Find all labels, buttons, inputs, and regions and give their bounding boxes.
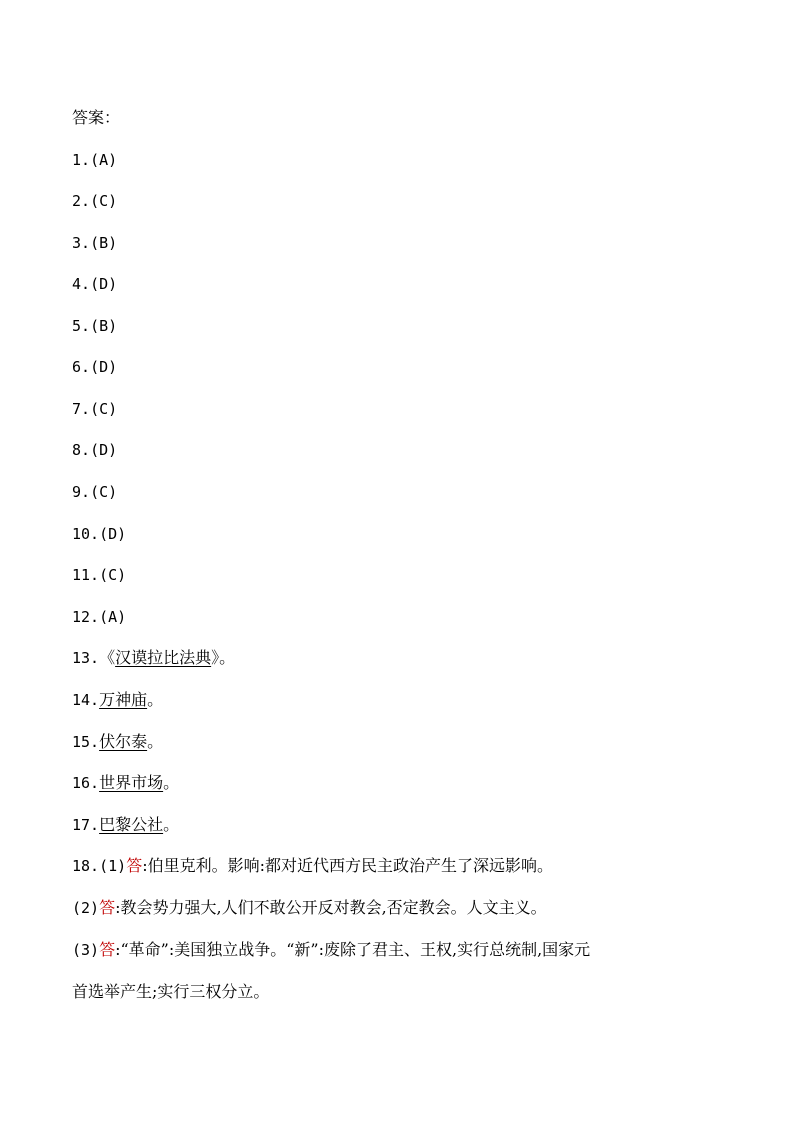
- question-number: 13.: [72, 649, 100, 667]
- q18-part2: [72, 898, 547, 918]
- question-number: 11.: [72, 566, 100, 584]
- question-number: 5.: [72, 317, 91, 335]
- close-punct: 》。: [211, 648, 236, 667]
- close-punct: 。: [163, 773, 180, 792]
- underlined-answer: 世界市场: [99, 773, 164, 792]
- question-number: 16.: [72, 774, 100, 792]
- q18-part3: [72, 940, 590, 960]
- choice: (B): [90, 317, 118, 335]
- answer-text: :“革命”:美国独立战争。“新”:废除了君主、王权,实行总统制,国家元: [115, 940, 591, 959]
- mc-answer-9: [72, 482, 117, 502]
- choice: (A): [90, 151, 118, 169]
- answer-text: :伯里克利。影响:都对近代西方民主政治产生了深远影响。: [142, 856, 553, 875]
- fill-answer-15: [72, 732, 163, 752]
- mc-answer-5: [72, 316, 117, 336]
- answer-word: 答: [99, 898, 116, 917]
- question-number: 6.: [72, 358, 91, 376]
- underlined-answer: 汉谟拉比法典: [115, 648, 212, 667]
- q18-part3-continued: 首选举产生;实行三权分立。: [72, 982, 270, 1001]
- mc-answer-10: [72, 524, 126, 544]
- fill-answer-13: [72, 648, 235, 668]
- q18-part1: [72, 856, 553, 876]
- underlined-answer: 巴黎公社: [99, 815, 164, 834]
- fill-answer-17: [72, 815, 179, 835]
- choice: (D): [90, 441, 118, 459]
- choice: (D): [90, 275, 118, 293]
- underlined-answer: 伏尔泰: [99, 732, 148, 751]
- mc-answer-11: [72, 565, 126, 585]
- close-punct: 。: [163, 815, 180, 834]
- mc-answer-8: [72, 440, 117, 460]
- choice: (C): [90, 400, 118, 418]
- question-number: 4.: [72, 275, 91, 293]
- answer-word: 答: [126, 856, 143, 875]
- mc-answer-6: [72, 357, 117, 377]
- choice: (A): [99, 608, 127, 626]
- mc-answer-4: [72, 274, 117, 294]
- question-number: 18.: [72, 857, 100, 875]
- mc-answer-7: [72, 399, 117, 419]
- choice: (D): [90, 358, 118, 376]
- part-label: (3): [72, 941, 100, 959]
- answer-text: :教会势力强大,人们不敢公开反对教会,否定教会。人文主义。: [115, 898, 547, 917]
- answers-heading: 答案：: [72, 108, 121, 127]
- choice: (C): [99, 566, 127, 584]
- part-label: (1): [99, 857, 127, 875]
- close-punct: 。: [147, 732, 164, 751]
- mc-answer-2: [72, 191, 117, 211]
- choice: (C): [90, 192, 118, 210]
- choice: (D): [99, 525, 127, 543]
- mc-answer-12: [72, 607, 126, 627]
- question-number: 10.: [72, 525, 100, 543]
- question-number: 7.: [72, 400, 91, 418]
- fill-answer-16: [72, 773, 179, 793]
- question-number: 3.: [72, 234, 91, 252]
- mc-answer-1: [72, 150, 117, 170]
- underlined-answer: 万神庙: [99, 690, 148, 709]
- question-number: 9.: [72, 483, 91, 501]
- mc-answer-3: [72, 233, 117, 253]
- choice: (C): [90, 483, 118, 501]
- question-number: 14.: [72, 691, 100, 709]
- choice: (B): [90, 234, 118, 252]
- close-punct: 。: [147, 690, 164, 709]
- part-label: (2): [72, 899, 100, 917]
- answer-word: 答: [99, 940, 116, 959]
- question-number: 2.: [72, 192, 91, 210]
- question-number: 1.: [72, 151, 91, 169]
- question-number: 17.: [72, 816, 100, 834]
- question-number: 15.: [72, 733, 100, 751]
- question-number: 12.: [72, 608, 100, 626]
- open-bracket: 《: [99, 648, 116, 667]
- question-number: 8.: [72, 441, 91, 459]
- fill-answer-14: [72, 690, 163, 710]
